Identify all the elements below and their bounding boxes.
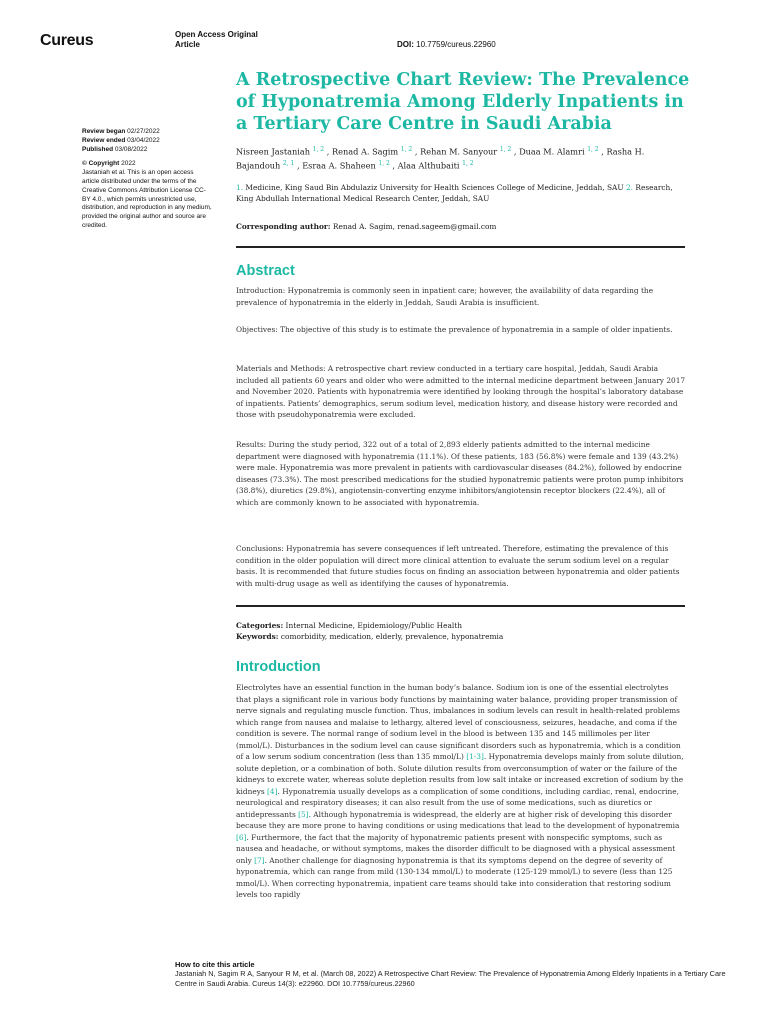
review-ended: Review ended 03/04/2022 [82,136,160,144]
how-to-cite-heading: How to cite this article [175,960,255,969]
author-list: Nisreen Jastaniah $^{1, 2}$ , Renad A. Sagim $^{1, 2}$ , Rehan M. Sanyour $^{1, 2}$ , Duaa M. Alamri $^{1, 2}$ , Rasha H. Bajandouh $^{2, 1}$ , Esraa A. Shaheen $^{1, 2}$ , Alaa Althubaiti $^{1, 2}$ [236,146,645,171]
author-affiliation-sup: 1, 2 [378,159,390,167]
doi-value[interactable]: 10.7759/cureus.22960 [416,40,496,49]
abstract-paragraph: Conclusions: Hyponatremia has severe consequences if left untreated. Therefore, estimating the prevalence of this condition in the older population will direct more clinical attention to evaluate the serum sodium level on a regular basis. It is recommended that future studies focus on finding an association between hyponatremia and older patients with multi-drug usage as well as identifying the causes of hyponatremia. [236,544,680,588]
reference-link[interactable]: [7] [254,855,265,865]
introduction-text: . Hyponatremia usually develops as a complication of some conditions, including cardiac, renal, endocrine, neurological and respiratory diseases; it can also result from the use of some medications, such as diuretics or antidepressants [236,786,679,819]
categories: Categories: Internal Medicine, Epidemiology/Public Health [236,621,462,630]
author-name[interactable]: Nisreen Jastaniah [236,146,311,157]
author-name[interactable]: Duaa M. Alamri [519,146,585,157]
affiliation-text: Research, King Abdullah International Medical Research Center, Jeddah, SAU [236,183,673,203]
introduction-text: . Another challenge for diagnosing hyponatremia is that its symptoms depend on the degree of severity of hyponatremia, which can range from mild (130-134 mmol/L) to moderate (125-129 mmol/L) to severe (less than 125 mmol/L). When correcting hyponatremia, inpatient care teams should take into consideration that restoring sodium levels too rapidly [236,855,673,899]
author-name[interactable]: Esraa A. Shaheen [302,160,376,171]
article-type-line2: Article [175,40,200,49]
abstract-paragraph: Introduction: Hyponatremia is commonly seen in inpatient care; however, the availability of data regarding the prevalence of hyponatremia in the elderly in Jeddah, Saudi Arabia is insufficient. [236,286,654,307]
abstract-paragraph: Materials and Methods: A retrospective chart review conducted in a tertiary care hospital, Jeddah, Saudi Arabia included all patients 60 years and older who were admitted to the internal medicine department between January 2017 and November 2020. Patients with hyponatremia were identified by looking through the hospital’s laboratory database of inpatients. Patients’ demographics, serum sodium level, medication history, and disease history were recorded and those with pseudohyponatremia were excluded. [236,364,686,419]
copyright-text: Jastaniah et al. This is an open access article distributed under the terms of the Creative Commons Attribution License CC-BY 4.0., which permits unrestricted use, distribution, and reproduction in any medium, provided the original author and source are credited. [82,169,212,229]
reference-link[interactable]: [5] [298,809,309,819]
author-affiliation-sup: 2, 1 [282,159,295,167]
author-name[interactable]: Rasha H. Bajandouh [236,146,645,171]
abstract-paragraph: Objectives: The objective of this study is to estimate the prevalence of hyponatremia in a sample of older inpatients. [236,325,673,334]
categories-keywords [236,621,686,642]
citation-text: Jastaniah N, Sagim R A, Sanyour R M, et al. (March 08, 2022) A Retrospective Chart Review: The Prevalence of Hyponatremia Among Elderly Inpatients in a Tertiary Care Centre in Saudi Arabia. Cureus 14(3): e22960. DOI 10.7759/cureus.22960 [175,969,726,988]
article-title: A Retrospective Chart Review: The Prevalence of Hyponatremia Among Elderly Inpatients in a Tertiary Care Centre in Saudi Arabia [236,70,690,134]
article-meta-sidebar [82,128,212,231]
reference-link[interactable]: [4] [267,786,278,796]
affiliation-number: 1. [236,183,244,192]
published-date: Published 03/08/2022 [82,145,148,153]
introduction-heading: Introduction [236,659,321,675]
introduction-text: Electrolytes have an essential function in the human body’s balance. Sodium ion is one of the essential electrolytes that plays a significant role in various body functions by maintaining water balance, providing proper transmission of nerve signals and regulating muscle function. Thus, imbalances in sodium levels can result in health-related problems which range from nausea and malaise to lethargy, altered level of consciousness, seizures, headache, and coma if the condition is severe. The normal range of sodium level in the blood is between 135 and 145 millimoles per liter (mmol/L). Disturbances in the sodium level can cause significant disorders such as hyponatremia, which is a condition of a low serum sodium concentration (less than 135 mmol/L) [236,683,681,761]
author-affiliation-sup: 1, 2 [312,146,325,153]
author-affiliation-sup: 1, 2 [587,146,599,153]
author-affiliation-sup: 1, 2 [462,159,474,167]
author-name[interactable]: Rehan M. Sanyour [420,146,498,157]
reference-link[interactable]: [6] [236,832,247,842]
review-began: Review began 02/27/2022 [82,128,160,135]
divider [236,605,685,607]
affiliation-number: 2. [625,183,634,192]
affiliation-text: Medicine, King Saud Bin Abdulaziz University for Health Sciences College of Medicine, Jeddah, SAU [245,183,624,192]
copyright-line: © Copyright 2022 [82,160,136,168]
introduction-text: . Although hyponatremia is widespread, the elderly are at higher risk of developing this disorder because they are more prone to having conditions or using medications that lead to the development of hyponatremia [236,809,680,830]
author-name[interactable]: Renad A. Sagim [331,146,399,157]
introduction-text: . Hyponatremia develops mainly from solute dilution, solute depletion, or a combination of both. Solute dilution results from overconsumption of water or the failure of the kidneys to excrete water, whereas solute depletion results from low salt intake or increased excretion of sodium by the kidneys [236,752,684,796]
author-affiliation-sup: 1, 2 [499,146,512,153]
abstract-paragraph: Results: During the study period, 322 out of a total of 2,893 elderly patients admitted to the internal medicine department were diagnosed with hyponatremia (11.1%). Of these patients, 183 (56.8%) were female and 139 (43.2%) were male. Hyponatremia was more prevalent in patients with cardiovascular diseases (84.2%), followed by endocrine diseases (73.3%). The most prescribed medications for the studied hyponatremic patients were proton pump inhibitors (38.8%), diuretics (29.8%), angiotensin-converting enzyme inhibitors/angiotensin receptor blockers (22.4%), all of which are commonly known to be associated with hyponatremia. [236,440,684,507]
affiliations [236,183,691,204]
article-type [175,30,258,50]
author-name[interactable]: Alaa Althubaiti [397,160,460,171]
introduction-paragraph [236,682,686,901]
keywords: Keywords: comorbidity, medication, elderly, prevalence, hyponatremia [236,631,504,641]
corresponding-author: Corresponding author: Renad A. Sagim, renad.sageem@gmail.com [236,222,497,231]
author-affiliation-sup: 1, 2 [400,146,413,153]
doi [397,40,496,49]
cureus-logo[interactable]: Cureus [40,32,94,49]
introduction-text: . Furthermore, the fact that the majority of hyponatremic patients present with nonspecific symptoms, such as nausea and headache, or without symptoms, makes the disorder difficult to be diagnosed with a physical assessment only [236,832,676,865]
divider [236,246,685,248]
doi-label: DOI: [397,40,414,49]
article-type-line1: Open Access Original [175,30,258,39]
reference-link[interactable]: [1-3] [466,752,484,761]
abstract-heading: Abstract [236,263,295,279]
